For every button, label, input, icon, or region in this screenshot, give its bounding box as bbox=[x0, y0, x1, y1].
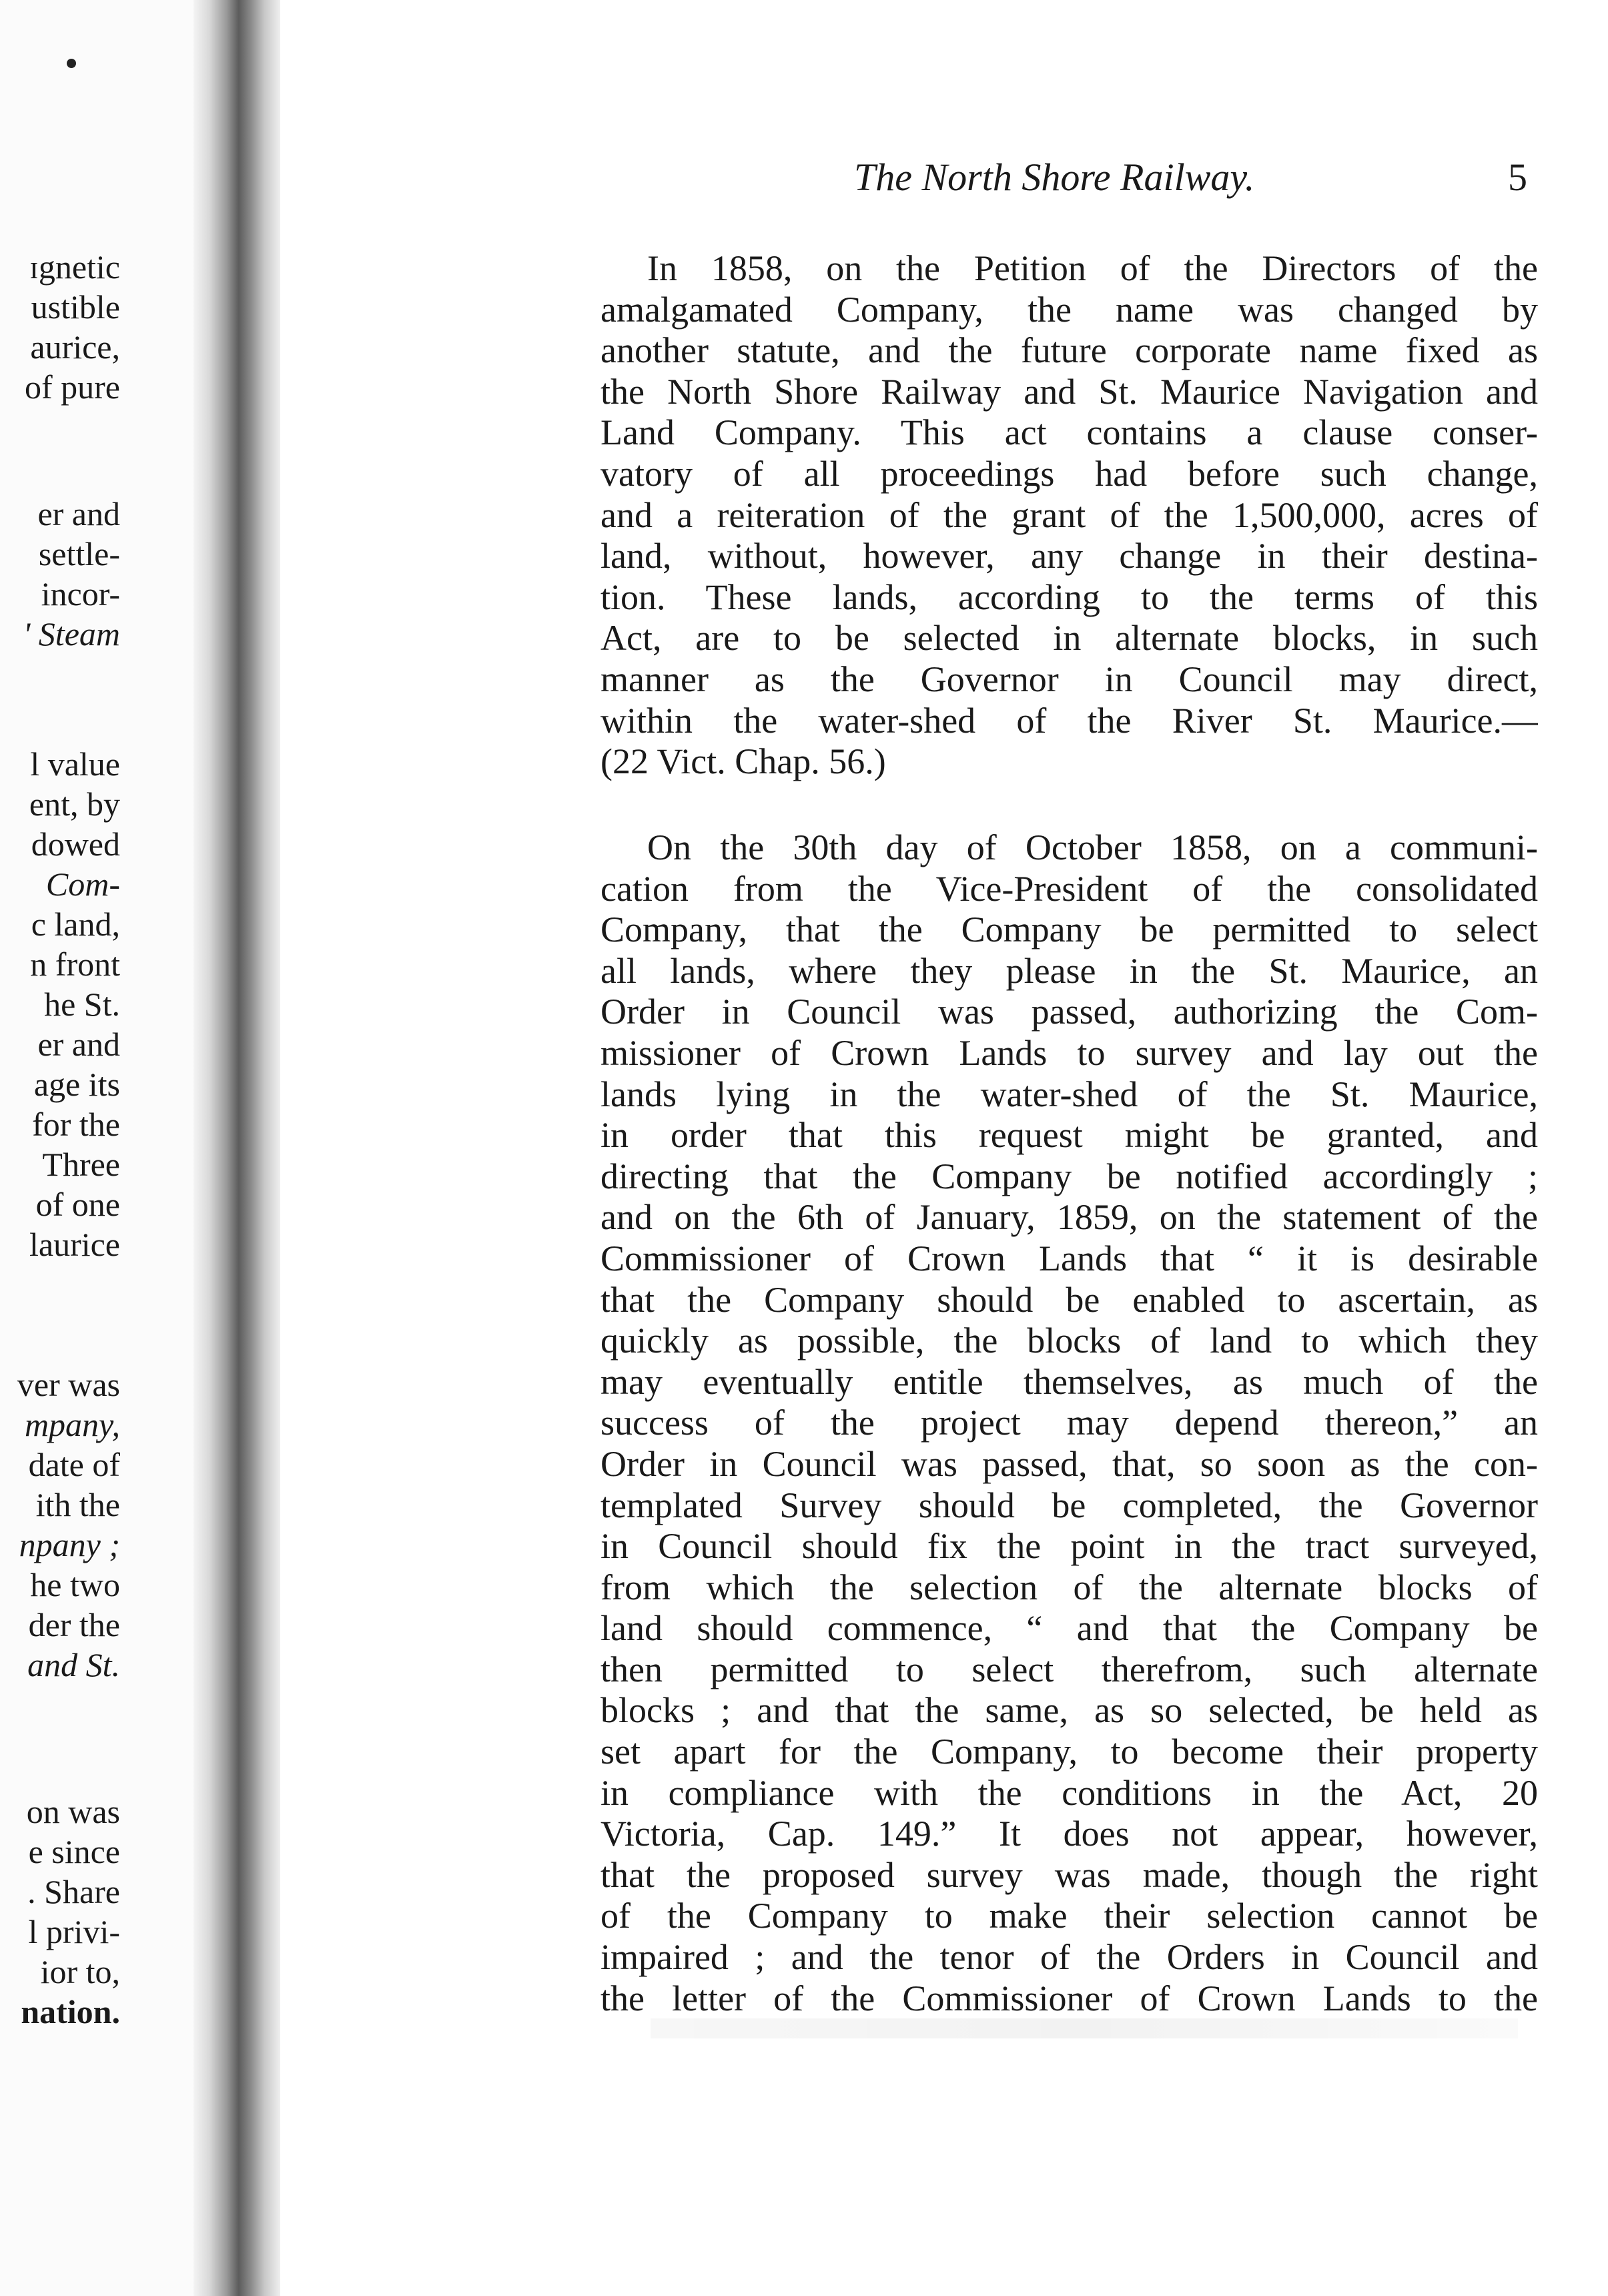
text-line: of the Company to make their selection cannot be bbox=[600, 1896, 1538, 1936]
previous-page-line: ustible bbox=[31, 288, 120, 326]
book-gutter bbox=[193, 0, 280, 2296]
text-line: land, without, however, any change in their destina- bbox=[600, 536, 1538, 577]
previous-page-edge bbox=[0, 0, 200, 2296]
text-line: lands lying in the water-shed of the St. Maurice, bbox=[600, 1074, 1538, 1114]
text-line: missioner of Crown Lands to survey and lay out the bbox=[600, 1032, 1538, 1073]
previous-page-line: nation. bbox=[21, 1993, 120, 2030]
previous-page-line: on was bbox=[26, 1793, 120, 1830]
previous-page-line: der the bbox=[28, 1606, 120, 1643]
text-line: Order in Council was passed, that, so soon as the con- bbox=[600, 1443, 1538, 1484]
text-line: set apart for the Company, to become their property bbox=[600, 1732, 1538, 1772]
previous-page-line: incor- bbox=[41, 575, 120, 613]
text-line: amalgamated Company, the name was changed by bbox=[600, 289, 1538, 330]
text-line: then permitted to select therefrom, such alternate bbox=[600, 1649, 1538, 1689]
previous-page-line: ith the bbox=[35, 1486, 120, 1523]
bleed-through-text bbox=[651, 2018, 1518, 2038]
text-line: Land Company. This act contains a clause conser- bbox=[600, 412, 1538, 453]
text-line: Order in Council was passed, authorizing the Com- bbox=[600, 992, 1538, 1032]
text-line: blocks ; and that the same, as so selected, be held as bbox=[600, 1690, 1538, 1731]
running-head: The North Shore Railway. bbox=[854, 155, 1255, 199]
previous-page-line: l value bbox=[30, 745, 120, 783]
previous-page-line: . Share bbox=[27, 1873, 120, 1910]
page-number: 5 bbox=[1508, 155, 1527, 199]
previous-page-line: age its bbox=[33, 1066, 120, 1103]
previous-page-line: aurice, bbox=[30, 328, 120, 366]
text-line: may eventually entitle themselves, as much of the bbox=[600, 1361, 1538, 1402]
text-line: that the Company should be enabled to ascertain, as bbox=[600, 1279, 1538, 1320]
text-line: manner as the Governor in Council may direct, bbox=[600, 659, 1538, 699]
text-line: the North Shore Railway and St. Maurice Navigation and bbox=[600, 371, 1538, 412]
previous-page-line: of pure bbox=[25, 368, 120, 406]
previous-page-line: settle- bbox=[38, 535, 120, 572]
previous-page-line: he St. bbox=[44, 986, 120, 1023]
text-line: Act, are to be selected in alternate blocks, in such bbox=[600, 618, 1538, 659]
previous-page-line: and St. bbox=[27, 1646, 120, 1683]
previous-page-line: of one bbox=[35, 1186, 120, 1223]
previous-page-line: ' Steam bbox=[23, 615, 120, 653]
previous-page-line: er and bbox=[37, 495, 120, 532]
paragraph-2 bbox=[600, 827, 1538, 2019]
text-line: the letter of the Commissioner of Crown Lands to the bbox=[600, 1978, 1538, 2018]
previous-page-line: ɪgnetic bbox=[29, 248, 120, 286]
text-line: On the 30th day of October 1858, on a communi- bbox=[647, 827, 1538, 867]
previous-page-line: er and bbox=[37, 1026, 120, 1063]
text-line: that the proposed survey was made, though the right bbox=[600, 1854, 1538, 1895]
previous-page-line: date of bbox=[28, 1446, 120, 1483]
text-line: templated Survey should be completed, the Governor bbox=[600, 1485, 1538, 1525]
text-line: all lands, where they please in the St. Maurice, an bbox=[600, 950, 1538, 991]
text-line: Commissioner of Crown Lands that “ it is desirable bbox=[600, 1238, 1538, 1278]
previous-page-line: ver was bbox=[17, 1366, 120, 1403]
page bbox=[280, 0, 1608, 2296]
text-line: impaired ; and the tenor of the Orders in Council and bbox=[600, 1937, 1538, 1978]
text-line: directing that the Company be notified accordingly ; bbox=[600, 1156, 1538, 1196]
text-line: in compliance with the conditions in the Act, 20 bbox=[600, 1772, 1538, 1813]
previous-page-line: e since bbox=[28, 1833, 120, 1870]
text-line: and a reiteration of the grant of the 1,500,000, acres of bbox=[600, 494, 1538, 535]
previous-page-line: mpany, bbox=[24, 1406, 120, 1443]
text-line: in Council should fix the point in the tract surveyed, bbox=[600, 1526, 1538, 1567]
text-line: (22 Vict. Chap. 56.) bbox=[600, 741, 886, 782]
text-line: cation from the Vice-President of the consolidated bbox=[600, 868, 1538, 909]
text-line: quickly as possible, the blocks of land to which they bbox=[600, 1320, 1538, 1361]
text-line: from which the selection of the alternate blocks of bbox=[600, 1567, 1538, 1607]
text-line: Company, that the Company be permitted to select bbox=[600, 909, 1538, 950]
text-line: success of the project may depend thereon,” an bbox=[600, 1403, 1538, 1443]
text-line: Victoria, Cap. 149.” It does not appear, however, bbox=[600, 1814, 1538, 1854]
previous-page-line: l privi- bbox=[28, 1913, 120, 1950]
previous-page-line: c land, bbox=[31, 905, 120, 943]
text-line: tion. These lands, according to the terms of this bbox=[600, 577, 1538, 617]
text-line: In 1858, on the Petition of the Directors of the bbox=[647, 248, 1538, 288]
previous-page-line: ior to, bbox=[40, 1953, 120, 1990]
previous-page-line: for the bbox=[32, 1106, 120, 1143]
previous-page-line: n front bbox=[30, 945, 120, 983]
previous-page-line: npany ; bbox=[19, 1526, 120, 1563]
text-line: within the water-shed of the River St. Maurice.— bbox=[600, 700, 1538, 741]
paragraph-1 bbox=[600, 248, 1538, 783]
previous-page-line: Three bbox=[42, 1146, 120, 1183]
previous-page-line: Com- bbox=[45, 865, 120, 903]
text-line: and on the 6th of January, 1859, on the statement of the bbox=[600, 1197, 1538, 1238]
ink-dot bbox=[67, 59, 76, 68]
text-line: land should commence, “ and that the Company be bbox=[600, 1608, 1538, 1649]
text-line: vatory of all proceedings had before such change, bbox=[600, 453, 1538, 494]
previous-page-line: dowed bbox=[31, 825, 120, 863]
text-line: in order that this request might be granted, and bbox=[600, 1115, 1538, 1156]
previous-page-line: ent, by bbox=[29, 785, 120, 823]
previous-page-line: he two bbox=[30, 1566, 120, 1603]
text-line: another statute, and the future corporate name fixed as bbox=[600, 330, 1538, 371]
previous-page-line: laurice bbox=[29, 1226, 120, 1263]
